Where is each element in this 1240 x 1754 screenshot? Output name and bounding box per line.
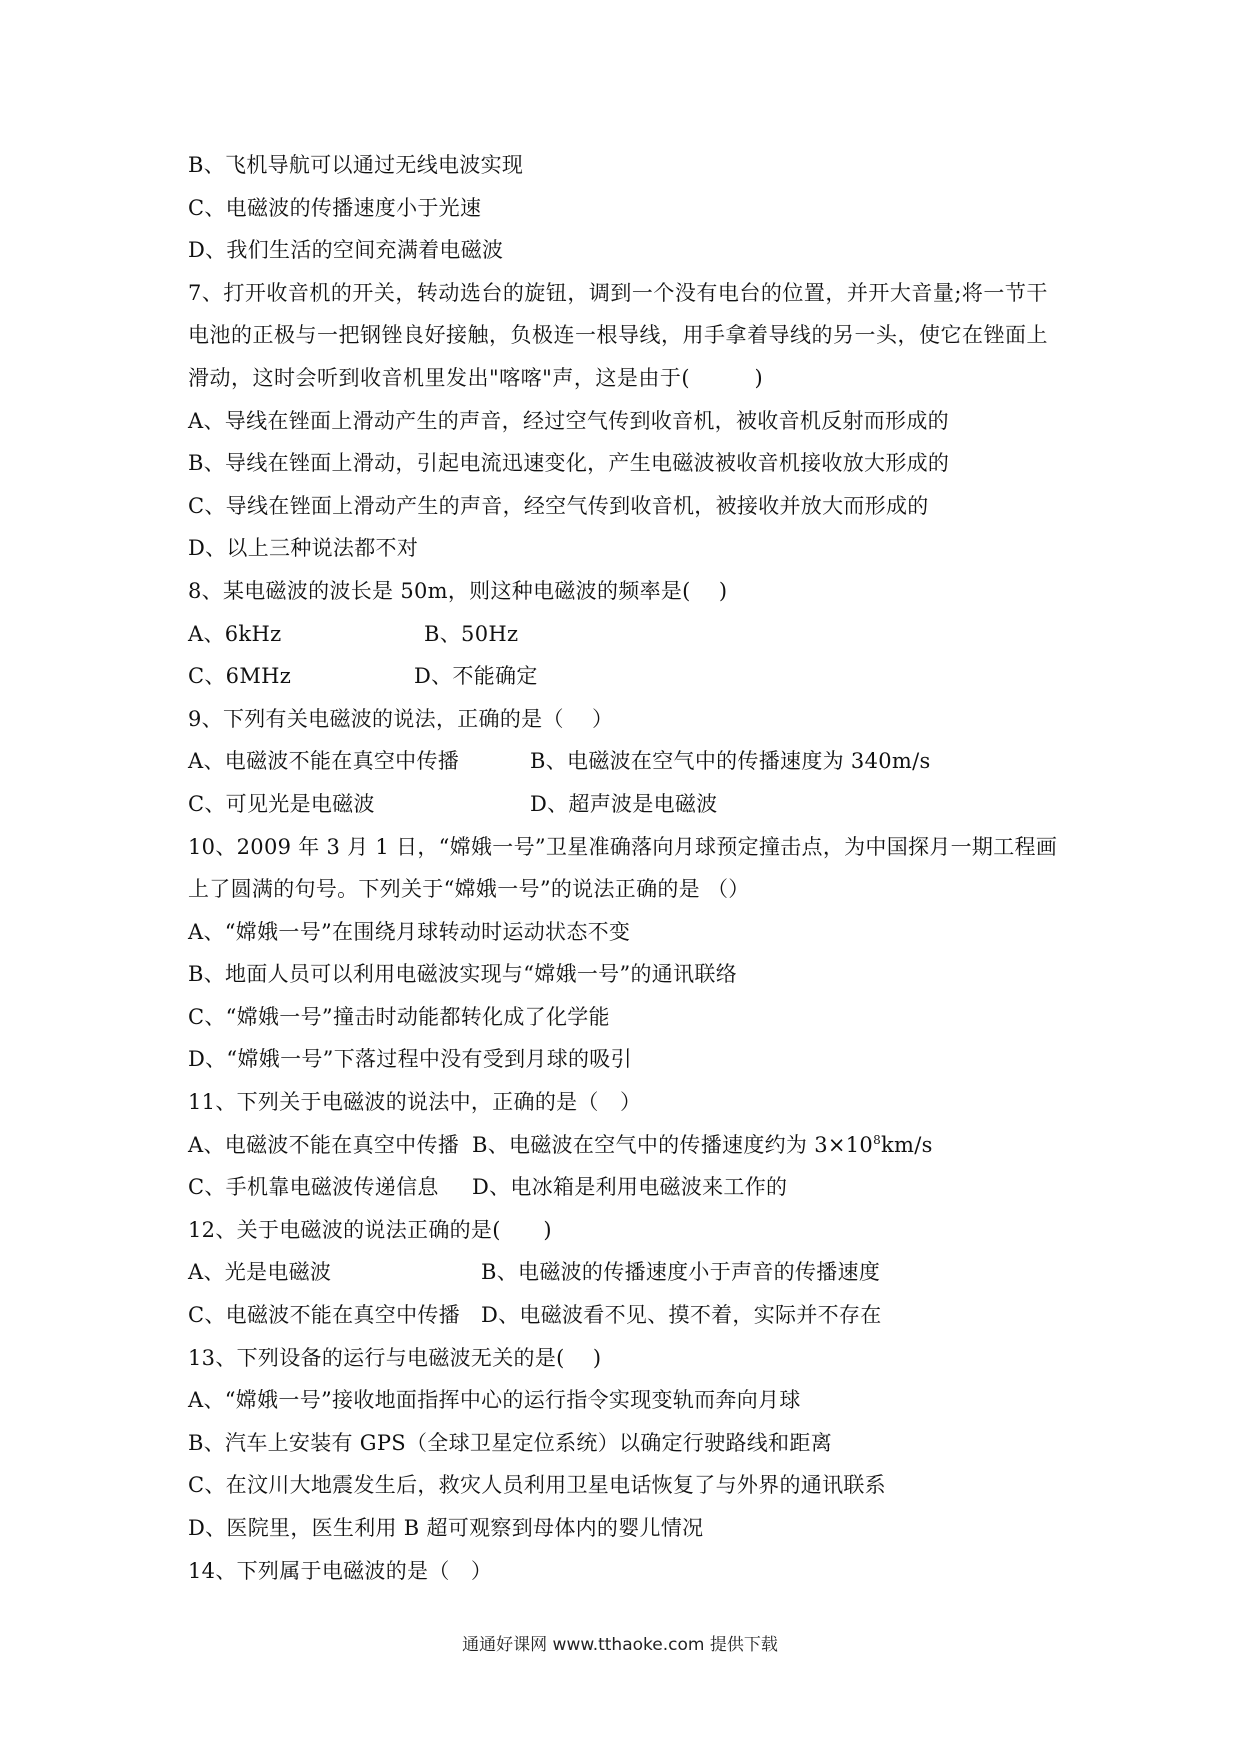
option-line: A、导线在锉面上滑动产生的声音，经过空气传到收音机，被收音机反射而形成的 <box>188 408 949 433</box>
option-b-unit: km/s <box>881 1132 933 1157</box>
option-d: D、电冰箱是利用电磁波来工作的 <box>472 1175 788 1200</box>
option-line: A、“嫦娥一号”接收地面指挥中心的运行指令实现变轨而奔向月球 <box>188 1388 801 1413</box>
exponent: 8 <box>873 1132 882 1147</box>
question-11-stem: 11、下列关于电磁波的说法中，正确的是（ ） <box>188 1090 642 1115</box>
option-row <box>188 655 1068 698</box>
option-a: A、6kHz <box>188 621 282 646</box>
option-c: C、电磁波不能在真空中传播 <box>188 1303 460 1328</box>
option-line: B、飞机导航可以通过无线电波实现 <box>188 153 524 177</box>
option-c: C、6MHz <box>188 664 292 689</box>
option-row <box>188 1166 1068 1209</box>
question-text <box>188 144 1068 1592</box>
option-line: D、“嫦娥一号”下落过程中没有受到月球的吸引 <box>188 1047 632 1072</box>
question-12-stem: 12、关于电磁波的说法正确的是( ) <box>188 1217 552 1242</box>
option-d: D、超声波是电磁波 <box>530 791 718 816</box>
option-line: D、医院里，医生利用 B 超可观察到母体内的婴儿情况 <box>188 1516 704 1540</box>
option-d: D、电磁波看不见、摸不着，实际并不存在 <box>481 1303 882 1328</box>
option-line: C、在汶川大地震发生后，救灾人员利用卫星电话恢复了与外界的通讯联系 <box>188 1473 886 1498</box>
option-row <box>188 1294 1068 1337</box>
option-row <box>188 783 1068 826</box>
option-line: C、导线在锉面上滑动产生的声音，经空气传到收音机，被接收并放大而形成的 <box>188 493 929 518</box>
option-d: D、不能确定 <box>414 664 538 689</box>
option-b: B、电磁波在空气中的传播速度为 340m/s <box>530 749 931 774</box>
option-line: B、导线在锉面上滑动，引起电流迅速变化，产生电磁波被收音机接收放大形成的 <box>188 451 950 476</box>
option-line: A、“嫦娥一号”在围绕月球转动时运动状态不变 <box>188 919 631 944</box>
option-line: D、我们生活的空间充满着电磁波 <box>188 238 504 263</box>
option-row <box>188 1124 1068 1167</box>
option-c: C、手机靠电磁波传递信息 <box>188 1175 439 1200</box>
question-14-stem: 14、下列属于电磁波的是（ ） <box>188 1558 493 1583</box>
option-b-text: B、电磁波在空气中的传播速度约为 3×10 <box>472 1132 874 1157</box>
option-row <box>188 613 1068 656</box>
option-row <box>188 1251 1068 1294</box>
option-row <box>188 740 1068 783</box>
option-c: C、可见光是电磁波 <box>188 791 375 816</box>
option-line: C、电磁波的传播速度小于光速 <box>188 195 482 220</box>
option-b: B、电磁波的传播速度小于声音的传播速度 <box>481 1260 881 1285</box>
question-13-stem: 13、下列设备的运行与电磁波无关的是( ) <box>188 1345 602 1370</box>
question-7-stem: 7、打开收音机的开关，转动选台的旋钮，调到一个没有电台的位置，并开大音量;将一节干电池的正极与一把钢锉良好接触，负极连一根导线，用手拿着导线的另一头，使它在锉面上滑动，这时会听到收音机里发出"喀喀"声，这是由于( ) <box>188 280 1048 390</box>
option-b <box>472 1124 933 1167</box>
option-a: A、电磁波不能在真空中传播 <box>188 749 460 774</box>
question-8-stem: 8、某电磁波的波长是 50m，则这种电磁波的频率是( ) <box>188 578 728 603</box>
question-9-stem: 9、下列有关电磁波的说法，正确的是（ ） <box>188 706 614 731</box>
option-a: A、光是电磁波 <box>188 1260 332 1285</box>
option-line: B、地面人员可以利用电磁波实现与“嫦娥一号”的通讯联络 <box>188 962 738 987</box>
option-line: D、以上三种说法都不对 <box>188 536 419 561</box>
option-b: B、50Hz <box>424 621 519 646</box>
page-footer: 通通好课网 www.tthaoke.com 提供下载 <box>462 1635 778 1655</box>
option-line: C、“嫦娥一号”撞击时动能都转化成了化学能 <box>188 1004 610 1029</box>
option-line: B、汽车上安装有 GPS（全球卫星定位系统）以确定行驶路线和距离 <box>188 1430 832 1455</box>
question-10-stem: 10、2009 年 3 月 1 日，“嫦娥一号”卫星准确落向月球预定撞击点，为中国探月一期工程画上了圆满的句号。下列关于“嫦娥一号”的说法正确的是 （） <box>188 834 1058 902</box>
option-a: A、电磁波不能在真空中传播 <box>188 1132 460 1157</box>
